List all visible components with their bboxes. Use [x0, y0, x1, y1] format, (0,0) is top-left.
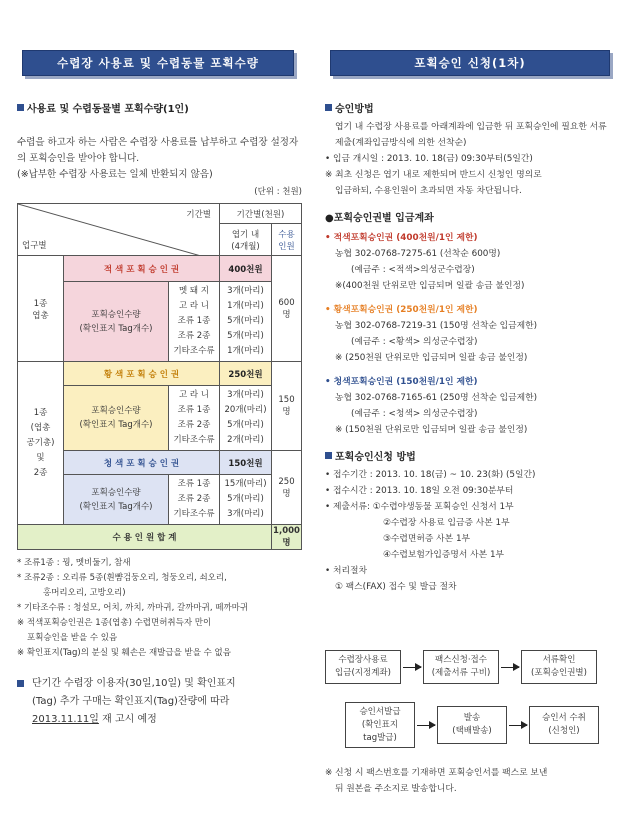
blue-permit-price: 150천원: [220, 451, 272, 475]
blue-count-list: 15개(마리) 5개(마리) 3개(마리): [220, 475, 272, 525]
left-column: [17, 100, 302, 729]
arrow-right-icon: [403, 667, 421, 668]
period-header: 기간별: [186, 210, 211, 220]
final-note: 단기간 수렵장 이용자(30일,10일) 및 확인표지 (Tag) 추가 구매는 확인표지(Tag)잔량에 따라 2013.11.11일 재 고시 예정: [17, 675, 302, 729]
arrow-right-icon: [501, 667, 519, 668]
red-animal-list: 멧 돼 지 고 라 니 조류 1종 조류 2종 기타조수류: [173, 286, 215, 356]
right-section-header: 포획승인 신청(1차): [330, 50, 610, 76]
period-subheader: 엽기 내 (4개월): [220, 224, 272, 256]
deposit-start: • 입금 개시일 : 2013. 10. 18(금) 09:30부터(5일간): [325, 154, 533, 164]
yellow-count-list: 3개(마리) 20개(마리) 5개(마리) 2개(마리): [220, 386, 272, 451]
group2-label: 1종 (엽총 공기총) 및 2종: [18, 362, 64, 525]
red-permit-price: 400천원: [220, 256, 272, 282]
blue-permit-banner: 청 색 포 획 승 인 권: [64, 451, 220, 475]
account-yellow: • 황색포획승인권 (250천원/1인 제한) 농협 302-0768-7219-31 (150명 선착순 입금제한) (예금주 : <황색> 의성군수렵장) ※ (250천원 단위로만 입금되며 일괄 송금 불인정): [325, 305, 538, 363]
account-red: • 적색포획승인권 (400천원/1인 제한) 농협 302-0768-7275-61 (선착순 600명) (예금주 : <적색>의성군수렵장) ※(400천원 단위로만 입금되며 일괄 송금 불인정): [325, 233, 525, 291]
group1-label: 1종 엽총: [18, 256, 64, 362]
approval-method-title: 승인방법: [325, 100, 615, 115]
process-flowchart: [325, 650, 615, 760]
yellow-quantity-box: 포획승인수량 (확인표지 Tag개수): [64, 386, 169, 450]
yellow-permit-banner: 황 색 포 획 승 인 권: [64, 362, 220, 386]
square-bullet-icon: [325, 104, 332, 111]
account-blue: • 청색포획승인권 (150천원/1인 제한) 농협 302-0768-7165-61 (250명 선착순 입금제한) (예금주 : <청색> 의성군수렵장) ※ (150천원 단위로만 입금되며 일괄 송금 불인정): [325, 377, 538, 435]
yellow-animal-list: 고 라 니 조류 1종 조류 2종 기타조수류: [173, 390, 215, 445]
fee-table: [17, 203, 302, 550]
approval-note-1: ※ 최초 신청은 엽기 내로 제한되며 반드시 신청인 명의로: [325, 170, 542, 180]
notes-list: * 조류1종 : 꿩, 멧비둘기, 참새 * 조류2종 : 오리류 5종(흰뺨검둥오리, 청둥오리, 쇠오리, 홍머리오리, 고방오리) * 기타조수류 : 청설모, 어치, 까치, 까마귀, 갈까마귀, 떼까마귀 ※ 적색포획승인권은 1종(엽총) 수렵면허취득자 만이 포획승인을 받을 수 있음 ※ 확인표지(Tag)의 분실 및 훼손은 재발급을 받을 수 없음: [17, 558, 249, 658]
intro-text: 수렵을 하고자 하는 사람은 수렵장 사용료를 납부하고 수렵장 설정자의 포획승인을 받아야 합니다.: [17, 137, 299, 164]
arrow-right-icon: [509, 725, 527, 726]
capacity-header: 수용 인원: [272, 224, 302, 256]
total-label: 수 용 인 원 합 계: [18, 525, 272, 550]
right-column: [325, 100, 615, 595]
flow-issue: 승인서발급 (확인표지 tag발급): [345, 702, 415, 748]
flow-review: 서류확인 (포획승인권별): [521, 650, 597, 684]
unit-label: (단위 : 천원): [254, 187, 302, 197]
yellow-permit-price: 250천원: [220, 362, 272, 386]
flow-deposit: 수렵장사용료 입금(지정계좌): [325, 650, 401, 684]
left-section-title: [17, 100, 302, 115]
red-quantity-box: 포획승인수량 (확인표지 Tag개수): [64, 282, 169, 361]
square-bullet-icon: [17, 104, 24, 111]
flow-receive: 승인서 수취 (신청인): [529, 706, 599, 744]
application-method-title: 포획승인신청 방법: [325, 448, 615, 463]
yellow-capacity: 150 명: [272, 362, 302, 451]
category-header: 업구별: [22, 241, 47, 251]
table-diagonal-header: [18, 204, 220, 256]
square-bullet-icon: [325, 452, 332, 459]
reannouncement-date: 2013.11.11일: [32, 714, 99, 725]
approval-note-2: 입금하되, 수용인원이 초과되면 자동 차단됩니다.: [335, 186, 522, 196]
accounts-title: ●포획승인권별 입금계좌: [325, 213, 434, 224]
red-count-list: 3개(마리) 1개(마리) 5개(마리) 5개(마리) 1개(마리): [220, 282, 272, 362]
refund-note: (※납부한 수렵장 사용료는 일체 반환되지 않음): [17, 169, 213, 180]
arrow-right-icon: [417, 725, 435, 726]
fax-note: ※ 신청 시 팩스번호를 기재하면 포획승인서를 팩스로 보낸 뒤 원본을 주소지로 발송합니다.: [325, 768, 548, 794]
approval-method-text: 엽기 내 수렵장 사용료를 아래계좌에 입금한 뒤 포획승인에 필요한 서류제출(계좌입금방식에 의한 선착순): [335, 122, 607, 148]
blue-capacity: 250 명: [272, 451, 302, 525]
flow-ship: 발송 (택배발송): [437, 706, 507, 744]
red-permit-banner: 적 색 포 획 승 인 권: [64, 256, 220, 282]
blue-animal-list: 조류 1종 조류 2종 기타조수류: [173, 479, 215, 519]
left-section-header: 수렵장 사용료 및 수렵동물 포획수량: [22, 50, 294, 76]
total-value: 1,000명: [273, 526, 300, 548]
red-capacity: 600 명: [272, 256, 302, 362]
application-details: • 접수기간 : 2013. 10. 18(금) ~ 10. 23(화) (5일간) • 접수시간 : 2013. 10. 18일 오전 09:30분부터 • 제출서류: ①수렵야생동물 포획승인 신청서 1부 ②수렵장 사용료 입금증 사본 1부 ③수렵면허증 사본 1부 ④수렵보험가입증명서 사본 1부 • 처리절차 ① 팩스(FAX) 접수 및 발급 절차: [325, 470, 536, 592]
price-header: 기간별(천원): [220, 204, 302, 224]
square-bullet-icon: [17, 680, 24, 687]
flow-fax: 팩스신청·접수 (제출서류 구비): [423, 650, 499, 684]
blue-quantity-box: 포획승인수량 (확인표지 Tag개수): [64, 475, 169, 524]
section-title-text: 사용료 및 수렵동물별 포획수량(1인): [27, 104, 189, 115]
